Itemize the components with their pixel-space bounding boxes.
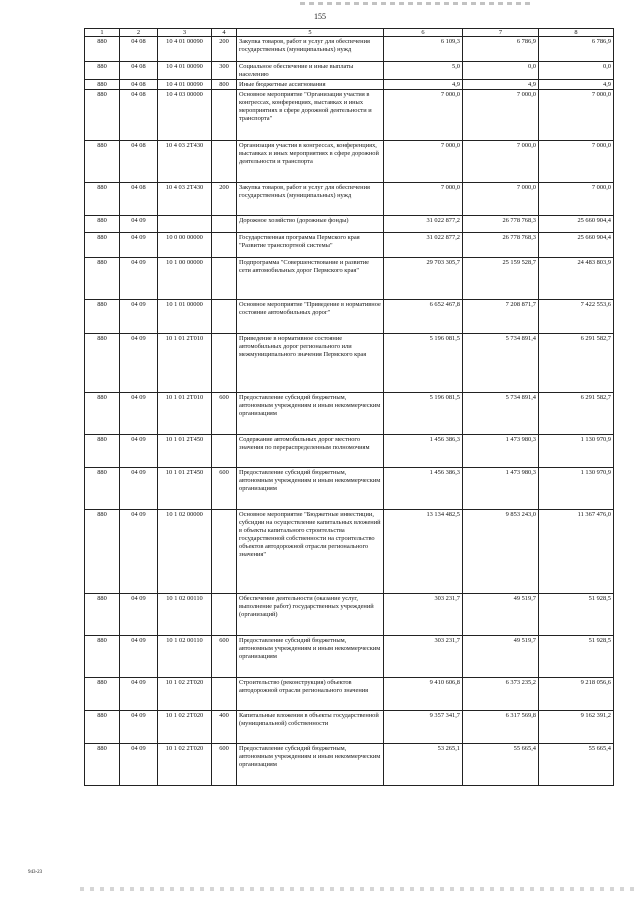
amount-col6-cell: 9 410 606,8 — [384, 678, 463, 711]
description-cell: Организация участия в конгрессах, конференциях, выставках и иных мероприятиях в сфере дорожной деятельности и транспорта — [237, 141, 384, 183]
description-cell: Содержание автомобильных дорог местного значения по перераспределенным полномочиям — [237, 435, 384, 468]
description-cell: Приведение в нормативное состояние автомобильных дорог регионального или межмуниципального значения Пермского края — [237, 334, 384, 393]
admin-code-cell: 880 — [85, 300, 120, 334]
amount-col8-cell: 7 422 553,6 — [539, 300, 614, 334]
amount-col7-cell: 7 000,0 — [463, 183, 539, 216]
target-article-cell: 10 4 01 00090 — [158, 62, 212, 80]
section-code-cell: 04 09 — [120, 233, 158, 258]
description-cell: Закупка товаров, работ и услуг для обеспечения государственных (муниципальных) нужд — [237, 183, 384, 216]
target-article-cell: 10 1 01 2Т450 — [158, 435, 212, 468]
amount-col8-cell: 1 130 970,9 — [539, 435, 614, 468]
amount-col8-cell: 51 928,5 — [539, 594, 614, 636]
amount-col6-cell: 5,0 — [384, 62, 463, 80]
amount-col8-cell: 6 291 582,7 — [539, 334, 614, 393]
header-col-7: 7 — [463, 29, 539, 37]
section-code-cell: 04 09 — [120, 594, 158, 636]
description-cell: Государственная программа Пермского края "Развитие транспортной системы" — [237, 233, 384, 258]
amount-col6-cell: 7 000,0 — [384, 141, 463, 183]
amount-col6-cell: 9 357 341,7 — [384, 711, 463, 744]
amount-col8-cell: 11 367 476,0 — [539, 510, 614, 594]
section-code-cell: 04 08 — [120, 37, 158, 62]
budget-table — [84, 28, 614, 786]
table-row — [85, 90, 614, 141]
scan-artifact-bottom — [80, 887, 640, 891]
amount-col7-cell: 0,0 — [463, 62, 539, 80]
amount-col7-cell: 4,9 — [463, 80, 539, 90]
amount-col7-cell: 9 853 243,0 — [463, 510, 539, 594]
table-row — [85, 334, 614, 393]
expense-type-cell — [212, 300, 237, 334]
target-article-cell: 10 4 03 2Т430 — [158, 141, 212, 183]
amount-col7-cell: 5 734 891,4 — [463, 393, 539, 435]
amount-col8-cell: 25 660 904,4 — [539, 216, 614, 233]
amount-col8-cell: 9 218 056,6 — [539, 678, 614, 711]
table-row — [85, 233, 614, 258]
amount-col6-cell: 303 231,7 — [384, 636, 463, 678]
header-col-1: 1 — [85, 29, 120, 37]
amount-col7-cell: 6 317 569,8 — [463, 711, 539, 744]
amount-col6-cell: 31 022 877,2 — [384, 216, 463, 233]
table-row — [85, 678, 614, 711]
section-code-cell: 04 09 — [120, 334, 158, 393]
expense-type-cell: 200 — [212, 183, 237, 216]
target-article-cell: 10 1 01 2Т450 — [158, 468, 212, 510]
section-code-cell: 04 09 — [120, 258, 158, 300]
table-row — [85, 594, 614, 636]
expense-type-cell — [212, 90, 237, 141]
target-article-cell: 10 1 01 00000 — [158, 300, 212, 334]
page-number: 155 — [314, 12, 326, 21]
amount-col8-cell: 51 928,5 — [539, 636, 614, 678]
table-row — [85, 80, 614, 90]
table-row — [85, 216, 614, 233]
amount-col7-cell: 49 519,7 — [463, 636, 539, 678]
amount-col7-cell: 5 734 891,4 — [463, 334, 539, 393]
amount-col7-cell: 1 473 980,3 — [463, 435, 539, 468]
header-col-2: 2 — [120, 29, 158, 37]
table-row — [85, 510, 614, 594]
description-cell: Основное мероприятие "Бюджетные инвестиции, субсидии на осуществление капитальных вложений в объекты капитального строительства государственной собственности на строительство объектов автодорожной отрасли регионального значения" — [237, 510, 384, 594]
admin-code-cell: 880 — [85, 510, 120, 594]
table-row — [85, 744, 614, 786]
admin-code-cell: 880 — [85, 594, 120, 636]
header-col-8: 8 — [539, 29, 614, 37]
admin-code-cell: 880 — [85, 678, 120, 711]
section-code-cell: 04 09 — [120, 393, 158, 435]
expense-type-cell — [212, 141, 237, 183]
amount-col8-cell: 24 483 803,9 — [539, 258, 614, 300]
expense-type-cell — [212, 594, 237, 636]
amount-col6-cell: 6 109,3 — [384, 37, 463, 62]
expense-type-cell: 600 — [212, 468, 237, 510]
section-code-cell: 04 08 — [120, 141, 158, 183]
table-row — [85, 141, 614, 183]
table-row — [85, 258, 614, 300]
budget-table-container — [84, 28, 613, 786]
admin-code-cell: 880 — [85, 744, 120, 786]
admin-code-cell: 880 — [85, 90, 120, 141]
amount-col8-cell: 6 291 582,7 — [539, 393, 614, 435]
amount-col7-cell: 25 159 528,7 — [463, 258, 539, 300]
section-code-cell: 04 09 — [120, 216, 158, 233]
table-header-row — [85, 29, 614, 37]
target-article-cell: 10 1 01 2Т010 — [158, 393, 212, 435]
header-col-3: 3 — [158, 29, 212, 37]
expense-type-cell — [212, 258, 237, 300]
section-code-cell: 04 08 — [120, 90, 158, 141]
table-row — [85, 62, 614, 80]
amount-col6-cell: 1 456 386,3 — [384, 435, 463, 468]
expense-type-cell: 200 — [212, 37, 237, 62]
expense-type-cell — [212, 510, 237, 594]
amount-col8-cell: 0,0 — [539, 62, 614, 80]
admin-code-cell: 880 — [85, 468, 120, 510]
expense-type-cell — [212, 233, 237, 258]
amount-col8-cell: 55 665,4 — [539, 744, 614, 786]
amount-col6-cell: 7 000,0 — [384, 90, 463, 141]
target-article-cell: 10 1 02 2Т020 — [158, 744, 212, 786]
admin-code-cell: 880 — [85, 233, 120, 258]
amount-col6-cell: 303 231,7 — [384, 594, 463, 636]
amount-col8-cell: 7 000,0 — [539, 141, 614, 183]
amount-col7-cell: 6 786,9 — [463, 37, 539, 62]
description-cell: Закупка товаров, работ и услуг для обеспечения государственных (муниципальных) нужд — [237, 37, 384, 62]
amount-col6-cell: 4,9 — [384, 80, 463, 90]
admin-code-cell: 880 — [85, 141, 120, 183]
amount-col6-cell: 29 703 305,7 — [384, 258, 463, 300]
admin-code-cell: 880 — [85, 393, 120, 435]
scan-artifact-top — [300, 2, 530, 5]
table-row — [85, 183, 614, 216]
expense-type-cell — [212, 435, 237, 468]
amount-col6-cell: 5 196 081,5 — [384, 393, 463, 435]
amount-col7-cell: 7 000,0 — [463, 141, 539, 183]
table-row — [85, 636, 614, 678]
description-cell: Иные бюджетные ассигнования — [237, 80, 384, 90]
amount-col6-cell: 31 022 877,2 — [384, 233, 463, 258]
admin-code-cell: 880 — [85, 435, 120, 468]
description-cell: Основное мероприятие "Приведение в нормативное состояние автомобильных дорог" — [237, 300, 384, 334]
section-code-cell: 04 08 — [120, 80, 158, 90]
description-cell: Строительство (реконструкция) объектов автодорожной отрасли регионального значения — [237, 678, 384, 711]
section-code-cell: 04 09 — [120, 744, 158, 786]
admin-code-cell: 880 — [85, 62, 120, 80]
admin-code-cell: 880 — [85, 636, 120, 678]
section-code-cell: 04 08 — [120, 183, 158, 216]
expense-type-cell: 600 — [212, 744, 237, 786]
table-row — [85, 37, 614, 62]
target-article-cell: 10 0 00 00000 — [158, 233, 212, 258]
amount-col6-cell: 1 456 386,3 — [384, 468, 463, 510]
header-col-6: 6 — [384, 29, 463, 37]
amount-col6-cell: 5 196 081,5 — [384, 334, 463, 393]
table-body — [85, 37, 614, 786]
target-article-cell: 10 4 01 00090 — [158, 37, 212, 62]
amount-col8-cell: 25 660 904,4 — [539, 233, 614, 258]
expense-type-cell — [212, 216, 237, 233]
admin-code-cell: 880 — [85, 80, 120, 90]
table-row — [85, 711, 614, 744]
header-col-5: 5 — [237, 29, 384, 37]
target-article-cell: 10 4 01 00090 — [158, 80, 212, 90]
header-col-4: 4 — [212, 29, 237, 37]
description-cell: Обеспечение деятельности (оказание услуг, выполнение работ) государственных учреждений (организаций) — [237, 594, 384, 636]
footer-code: 943-23 — [28, 870, 43, 875]
target-article-cell: 10 1 02 00110 — [158, 636, 212, 678]
admin-code-cell: 880 — [85, 711, 120, 744]
section-code-cell: 04 08 — [120, 62, 158, 80]
expense-type-cell: 600 — [212, 393, 237, 435]
admin-code-cell: 880 — [85, 216, 120, 233]
admin-code-cell: 880 — [85, 183, 120, 216]
amount-col7-cell: 55 665,4 — [463, 744, 539, 786]
description-cell: Подпрограмма "Совершенствование и развитие сети автомобильных дорог Пермского края" — [237, 258, 384, 300]
amount-col7-cell: 1 473 980,3 — [463, 468, 539, 510]
target-article-cell — [158, 216, 212, 233]
description-cell: Предоставление субсидий бюджетным, автономным учреждениям и иным некоммерческим организациям — [237, 393, 384, 435]
amount-col6-cell: 7 000,0 — [384, 183, 463, 216]
description-cell: Предоставление субсидий бюджетным, автономным учреждениям и иным некоммерческим организациям — [237, 636, 384, 678]
amount-col7-cell: 6 373 235,2 — [463, 678, 539, 711]
section-code-cell: 04 09 — [120, 636, 158, 678]
section-code-cell: 04 09 — [120, 711, 158, 744]
amount-col7-cell: 26 778 768,3 — [463, 216, 539, 233]
amount-col8-cell: 7 000,0 — [539, 90, 614, 141]
target-article-cell: 10 4 03 2Т430 — [158, 183, 212, 216]
expense-type-cell — [212, 334, 237, 393]
table-row — [85, 393, 614, 435]
amount-col7-cell: 49 519,7 — [463, 594, 539, 636]
target-article-cell: 10 4 03 00000 — [158, 90, 212, 141]
target-article-cell: 10 1 02 2Т020 — [158, 678, 212, 711]
table-row — [85, 300, 614, 334]
target-article-cell: 10 1 02 00000 — [158, 510, 212, 594]
expense-type-cell: 600 — [212, 636, 237, 678]
table-row — [85, 468, 614, 510]
amount-col6-cell: 53 265,1 — [384, 744, 463, 786]
amount-col7-cell: 7 000,0 — [463, 90, 539, 141]
amount-col8-cell: 6 786,9 — [539, 37, 614, 62]
section-code-cell: 04 09 — [120, 468, 158, 510]
section-code-cell: 04 09 — [120, 678, 158, 711]
amount-col8-cell: 1 130 970,9 — [539, 468, 614, 510]
target-article-cell: 10 1 01 2Т010 — [158, 334, 212, 393]
amount-col8-cell: 7 000,0 — [539, 183, 614, 216]
amount-col7-cell: 26 778 768,3 — [463, 233, 539, 258]
amount-col7-cell: 7 208 871,7 — [463, 300, 539, 334]
description-cell: Дорожное хозяйство (дорожные фонды) — [237, 216, 384, 233]
section-code-cell: 04 09 — [120, 300, 158, 334]
admin-code-cell: 880 — [85, 258, 120, 300]
table-row — [85, 435, 614, 468]
target-article-cell: 10 1 00 00000 — [158, 258, 212, 300]
description-cell: Предоставление субсидий бюджетным, автономным учреждениям и иным некоммерческим организациям — [237, 468, 384, 510]
description-cell: Капитальные вложения в объекты государственной (муниципальной) собственности — [237, 711, 384, 744]
target-article-cell: 10 1 02 2Т020 — [158, 711, 212, 744]
amount-col6-cell: 13 134 482,5 — [384, 510, 463, 594]
expense-type-cell — [212, 678, 237, 711]
description-cell: Предоставление субсидий бюджетным, автономным учреждениям и иным некоммерческим организациям — [237, 744, 384, 786]
admin-code-cell: 880 — [85, 37, 120, 62]
section-code-cell: 04 09 — [120, 510, 158, 594]
admin-code-cell: 880 — [85, 334, 120, 393]
amount-col8-cell: 9 162 391,2 — [539, 711, 614, 744]
amount-col6-cell: 6 652 467,8 — [384, 300, 463, 334]
description-cell: Основное мероприятие "Организация участия в конгрессах, конференциях, выставках и иных мероприятиях в сфере дорожной деятельности и транспорта" — [237, 90, 384, 141]
expense-type-cell: 300 — [212, 62, 237, 80]
amount-col8-cell: 4,9 — [539, 80, 614, 90]
section-code-cell: 04 09 — [120, 435, 158, 468]
expense-type-cell: 800 — [212, 80, 237, 90]
expense-type-cell: 400 — [212, 711, 237, 744]
target-article-cell: 10 1 02 00110 — [158, 594, 212, 636]
description-cell: Социальное обеспечение и иные выплаты населению — [237, 62, 384, 80]
